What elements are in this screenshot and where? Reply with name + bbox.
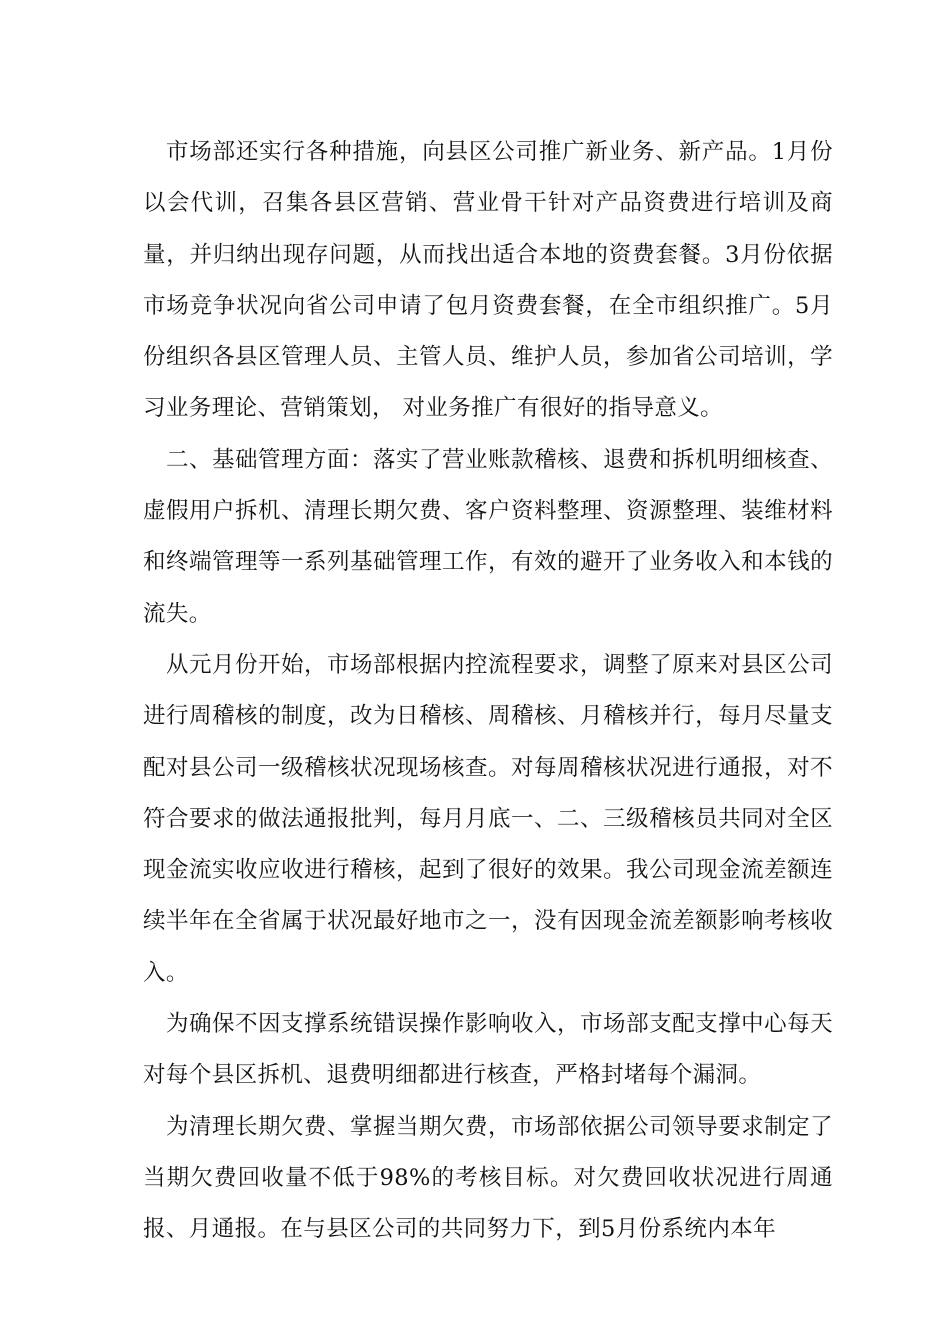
- paragraph-basic-management: 二、基础管理方面：落实了营业账款稽核、退费和拆机明细核查、虚假用户拆机、清理长期欠费、客户资料整理、资源整理、装维材料和终端管理等一系列基础管理工作，有效的避开了业务收入和本钱的流失。: [143, 446, 833, 627]
- paragraph-audit: 从元月份开始，市场部根据内控流程要求，调整了原来对县区公司进行周稽核的制度，改为日稽核、周稽核、月稽核并行，每月尽量支配对县公司一级稽核状况现场核查。对每周稽核状况进行通报，对不符合要求的做法通报批判，每月月底一、二、三级稽核员共同对全区现金流实收应收进行稽核，起到了很好的效果。我公司现金流差额连续半年在全省属于状况最好地市之一，没有因现金流差额影响考核收入。: [143, 651, 833, 986]
- document-body: [143, 127, 833, 1256]
- paragraph-arrears: 为清理长期欠费、掌握当期欠费，市场部依据公司领导要求制定了当期欠费回收量不低于98%的考核目标。对欠费回收状况进行周通报、月通报。在与县区公司的共同努力下，到5月份系统内本年: [143, 1113, 833, 1243]
- paragraph-promotion: 市场部还实行各种措施，向县区公司推广新业务、新产品。1月份以会代训，召集各县区营销、营业骨干针对产品资费进行培训及商量，并归纳出现存问题，从而找出适合本地的资费套餐。3月份依据市场竞争状况向省公司申请了包月资费套餐，在全市组织推广。5月份组织各县区管理人员、主管人员、维护人员，参加省公司培训，学习业务理论、营销策划， 对业务推广有很好的指导意义。: [143, 139, 833, 422]
- paragraph-system-check: 为确保不因支撑系统错误操作影响收入，市场部支配支撑中心每天对每个县区拆机、退费明细都进行核查，严格封堵每个漏洞。: [143, 1011, 833, 1089]
